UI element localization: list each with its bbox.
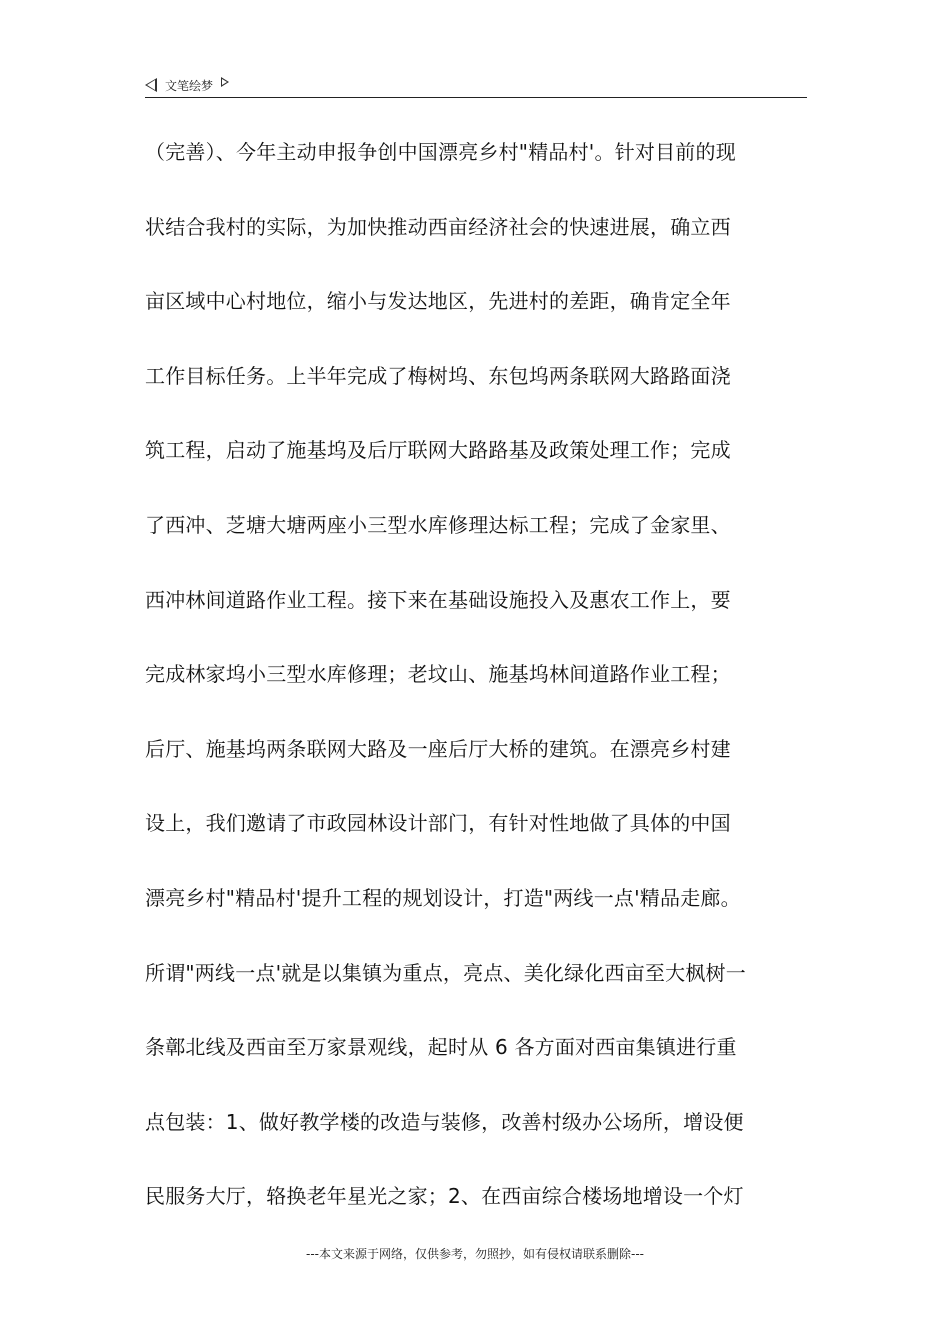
text-line: 民服务大厅，辂换老年星光之家；2、在西亩综合楼场地增设一个灯 [145,1184,744,1209]
text-line: 所谓"两线一点'就是以集镇为重点，亮点、美化绿化西亩至大枫树一 [145,960,746,985]
text-line: 西冲林间道路作业工程。接下来在基础设施投入及惠农工作上，要 [145,587,731,612]
text-line: 亩区域中心村地位，缩小与发达地区，先进村的差距，确肯定全年 [145,289,731,314]
text-line: （完善）、今年主动申报争创中国漂亮乡村"精品村'。针对目前的现 [145,140,736,164]
text-line: 条鄣北线及西亩至万家景观线，起时从 6 各方面对西亩集镇进行重 [145,1035,737,1060]
text-line: 了西冲、芝塘大塘两座小三型水库修理达标工程；完成了金家里、 [145,512,731,537]
triangle-right-icon [221,77,229,87]
text-line: 漂亮乡村"精品村'提升工程的规划设计，打造"两线一点'精品走廊。 [145,885,741,910]
text-line: 工作目标任务。上半年完成了梅树坞、东包坞两条联网大路路面浇 [145,363,731,388]
footer-disclaimer: ---本文来源于网络，仅供参考，勿照抄，如有侵权请联系删除--- [306,1247,644,1261]
text-line: 设上，我们邀请了市政园林设计部门，有针对性地做了具体的中国 [145,811,731,836]
header-title: 文笔绘梦 [165,78,214,93]
text-line: 筑工程，启动了施基坞及后厅联网大路路基及政策处理工作；完成 [145,438,731,463]
document-body [145,124,807,1243]
text-line: 完成林家坞小三型水库修理；老坟山、施基坞林间道路作业工程； [145,662,731,687]
triangle-left-icon [145,78,157,92]
text-line: 状结合我村的实际，为加快推动西亩经济社会的快速进展，确立西 [145,214,731,239]
text-line: 后厅、施基坞两条联网大路及一座后厅大桥的建筑。在漂亮乡村建 [145,736,731,761]
header-divider [145,97,807,98]
text-line: 点包装：1、做好教学楼的改造与装修，改善村级办公场所，增设便 [145,1109,744,1134]
page-header [145,74,805,96]
